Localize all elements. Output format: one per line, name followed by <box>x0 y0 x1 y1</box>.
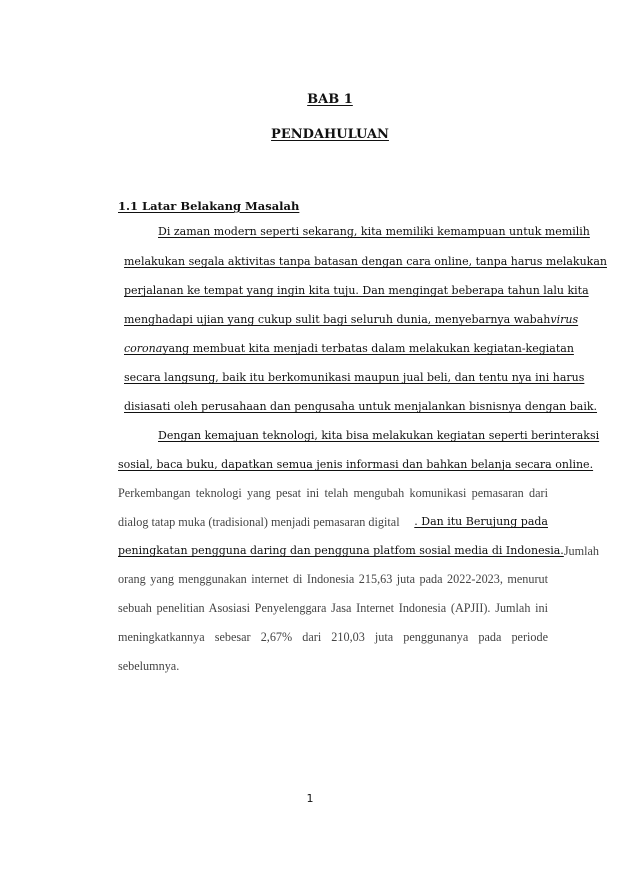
italic-word: corona <box>124 342 163 355</box>
paragraph-line <box>118 515 548 529</box>
paragraph-line-text: Jumlah <box>563 544 600 558</box>
paragraph-line: sosial, baca buku, dapatkan semua jenis informasi dan bahkan belanja secara online. <box>118 458 594 471</box>
chapter-number: BAB 1 <box>307 92 353 107</box>
paragraph-line: Dengan kemajuan teknologi, kita bisa melakukan kegiatan seperti berinteraksi <box>158 429 600 442</box>
paragraph-line: sebelumnya. <box>118 659 180 673</box>
paragraph-line <box>118 544 600 558</box>
paragraph-line: Di zaman modern seperti sekarang, kita memiliki kemampuan untuk memilih <box>158 225 590 238</box>
paragraph-line-text: peningkatan pengguna daring dan pengguna platfom sosial media di Indonesia. <box>118 544 564 557</box>
paragraph-line: orang yang menggunakan internet di Indonesia 215,63 juta pada 2022-2023, menurut <box>118 572 548 586</box>
paragraph-line: melakukan segala aktivitas tanpa batasan dengan cara online, tanpa harus melakukan <box>124 255 607 268</box>
paragraph-line <box>124 313 579 327</box>
paragraph-line-text: menghadapi ujian yang cukup sulit bagi seluruh dunia, menyebarnya wabah <box>124 313 551 326</box>
paragraph-line: perjalanan ke tempat yang ingin kita tuju. Dan mengingat beberapa tahun lalu kita <box>124 284 589 297</box>
chapter-title: PENDAHULUAN <box>271 127 389 142</box>
page-number: 1 <box>306 792 314 805</box>
paragraph-line: disiasati oleh perusahaan dan pengusaha untuk menjalankan bisnisnya dengan baik. <box>124 400 598 413</box>
section-heading: 1.1 Latar Belakang Masalah <box>118 199 300 213</box>
paragraph-line: secara langsung, baik itu berkomunikasi maupun jual beli, dan tentu nya ini harus <box>124 371 585 384</box>
paragraph-line-text: . Dan itu Berujung pada <box>414 515 548 528</box>
italic-word: virus <box>550 313 579 326</box>
paragraph-line-text: dialog tatap muka (tradisional) menjadi pemasaran digital <box>118 515 400 529</box>
paragraph-line: meningkatkannya sebesar 2,67% dari 210,03 juta penggunanya pada periode <box>118 630 548 644</box>
paragraph-line: sebuah penelitian Asosiasi Penyelenggara Jasa Internet Indonesia (APJII). Jumlah ini <box>118 601 548 615</box>
paragraph-line: Perkembangan teknologi yang pesat ini telah mengubah komunikasi pemasaran dari <box>118 486 548 500</box>
paragraph-line-text: yang membuat kita menjadi terbatas dalam melakukan kegiatan-kegiatan <box>162 342 574 355</box>
paragraph-line <box>124 342 574 356</box>
